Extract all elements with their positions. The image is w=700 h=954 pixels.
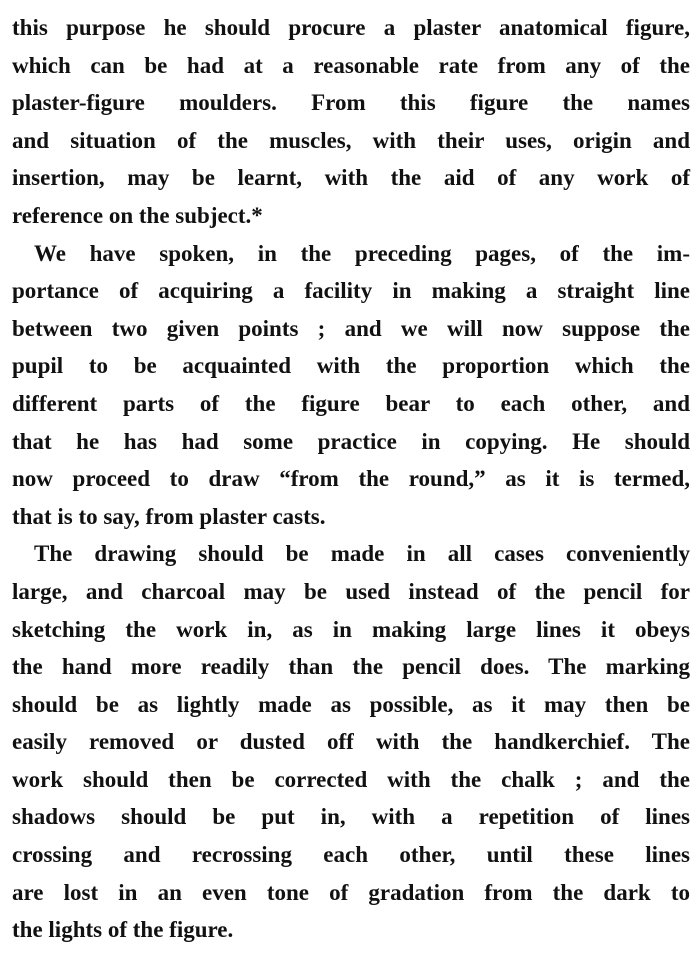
text-line: should be as lightly made as possible, as it may then be xyxy=(12,691,690,717)
text-line: reference on the subject.* xyxy=(12,202,263,228)
text-line: The drawing should be made in all cases conveniently xyxy=(34,541,690,567)
text-line: work should then be corrected with the chalk ; and the xyxy=(12,766,690,792)
text-line: pupil to be acquainted with the proportion which the xyxy=(12,353,690,379)
text-line: that is to say, from plaster casts. xyxy=(12,503,326,529)
text-line: large, and charcoal may be used instead of the pencil for xyxy=(12,578,690,604)
text-line: which can be had at a reasonable rate from any of the xyxy=(12,52,690,78)
text-line: and situation of the muscles, with their uses, origin and xyxy=(12,127,690,153)
text-line: this purpose he should procure a plaster anatomical figure, xyxy=(12,15,690,40)
text-line: We have spoken, in the preceding pages, of the im- xyxy=(34,240,690,266)
text-line: different parts of the figure bear to each other, and xyxy=(12,390,690,416)
text-line: the lights of the figure. xyxy=(12,917,234,943)
text-line: the hand more readily than the pencil does. The marking xyxy=(12,654,690,680)
text-line: that he has had some practice in copying. He should xyxy=(12,428,690,454)
text-line: insertion, may be learnt, with the aid of any work of xyxy=(12,165,690,191)
text-line: sketching the work in, as in making large lines it obeys xyxy=(12,616,690,642)
text-line: portance of acquiring a facility in making a straight line xyxy=(12,278,690,304)
text-line: crossing and recrossing each other, until these lines xyxy=(12,842,690,868)
text-line: between two given points ; and we will now suppose the xyxy=(12,315,690,341)
text-line: are lost in an even tone of gradation from the dark to xyxy=(12,879,690,905)
text-line: now proceed to draw “from the round,” as it is termed, xyxy=(12,466,690,492)
text-line: plaster-figure moulders. From this figure the names xyxy=(12,90,690,116)
text-line: easily removed or dusted off with the handkerchief. The xyxy=(12,729,690,755)
document-page xyxy=(12,9,690,949)
text-line: shadows should be put in, with a repetition of lines xyxy=(12,804,690,830)
